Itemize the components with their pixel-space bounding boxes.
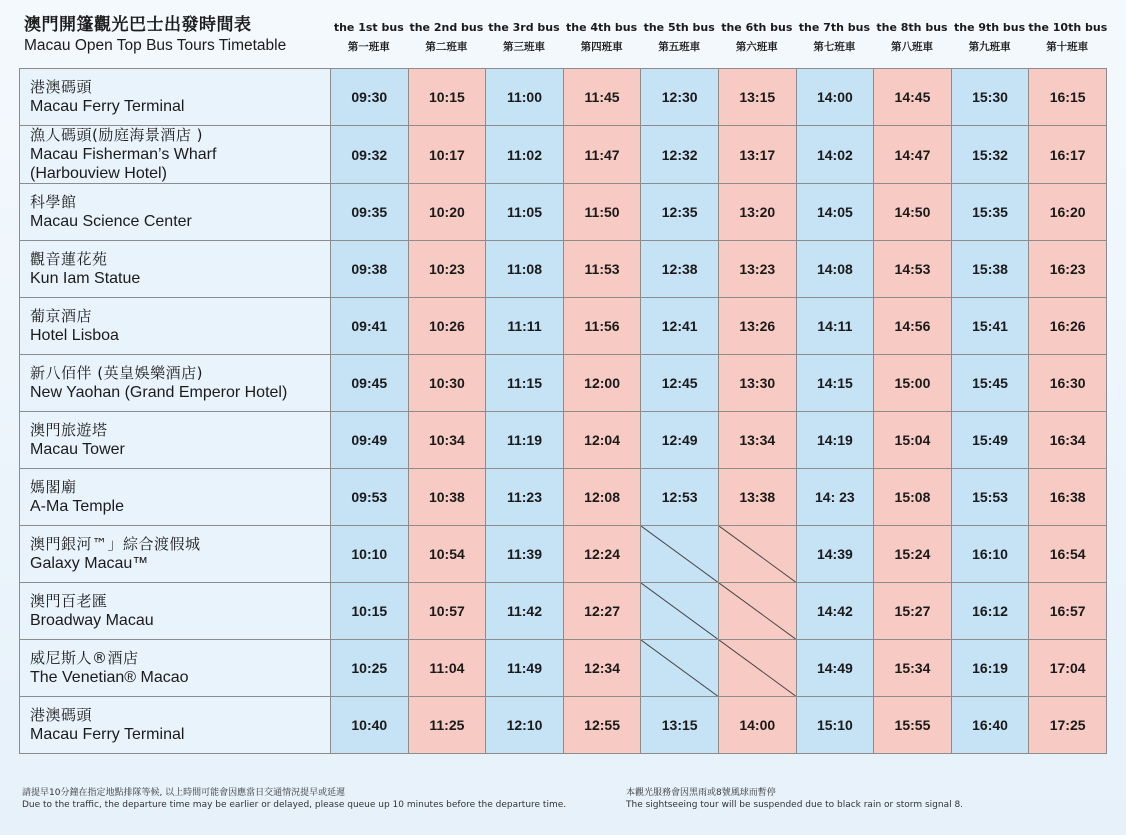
traffic-note-chinese: 請提早10分鐘在指定地點排隊等候, 以上時間可能會因應當日交通情況提早或延遲 <box>22 788 346 798</box>
departure-time-cell: 14:53 <box>874 241 952 298</box>
departure-time-cell: 15:55 <box>874 697 952 754</box>
table-row <box>20 469 1107 526</box>
timetable-grid <box>19 68 1107 754</box>
stop-name-chinese: 威尼斯人®酒店 <box>30 649 139 667</box>
departure-time-cell: 15:08 <box>874 469 952 526</box>
departure-time-cell: 14:50 <box>874 184 952 241</box>
stop-name-cell <box>20 69 331 126</box>
departure-time-cell: 16:15 <box>1029 69 1107 126</box>
departure-time-cell: 16:19 <box>951 640 1029 697</box>
stop-name-cell <box>20 241 331 298</box>
column-header-en: the 3rd bus <box>488 21 560 34</box>
departure-time-cell: 12:24 <box>563 526 641 583</box>
departure-time-cell: 13:17 <box>718 126 796 184</box>
departure-time-cell: 16:57 <box>1029 583 1107 640</box>
departure-time-cell: 12:41 <box>641 298 719 355</box>
column-header-zh: 第八班車 <box>890 41 933 53</box>
column-header-bus-3 <box>485 20 563 56</box>
table-row <box>20 69 1107 126</box>
departure-time-cell: 14:00 <box>718 697 796 754</box>
column-header-zh: 第二班車 <box>425 41 468 53</box>
stop-name-cell <box>20 184 331 241</box>
stop-name-cell <box>20 355 331 412</box>
departure-time-cell: 12:30 <box>641 69 719 126</box>
column-header-zh: 第一班車 <box>347 41 390 53</box>
departure-time-cell: 09:41 <box>331 298 409 355</box>
stop-name-chinese: 漁人碼頭(励庭海景酒店 ) <box>30 126 203 144</box>
column-header-bus-4 <box>563 20 641 56</box>
departure-time-cell: 12:08 <box>563 469 641 526</box>
departure-time-cell: 16:26 <box>1029 298 1107 355</box>
departure-time-cell: 14:11 <box>796 298 874 355</box>
column-header-en: the 1st bus <box>333 21 404 34</box>
departure-time-cell: 10:26 <box>408 298 486 355</box>
departure-time-cell: 10:38 <box>408 469 486 526</box>
stop-name-english: New Yaohan (Grand Emperor Hotel) <box>30 384 288 401</box>
column-header-bus-10 <box>1028 20 1106 56</box>
departure-time-cell: 15:04 <box>874 412 952 469</box>
stop-name-chinese: 葡京酒店 <box>30 307 93 325</box>
departure-time-cell: 15:24 <box>874 526 952 583</box>
departure-time-cell: 09:30 <box>331 69 409 126</box>
column-header-zh: 第七班車 <box>813 41 856 53</box>
column-header-en: the 7th bus <box>798 21 870 34</box>
departure-time-cell: 10:17 <box>408 126 486 184</box>
column-header-bus-2 <box>408 20 486 56</box>
stop-name-chinese: 港澳碼頭 <box>30 78 93 96</box>
stop-name-english: Broadway Macau <box>30 612 154 629</box>
diagonal-strike-icon <box>641 526 718 582</box>
departure-time-cell: 11:23 <box>486 469 564 526</box>
departure-time-cell: 14:42 <box>796 583 874 640</box>
suspension-note <box>626 787 963 811</box>
departure-time-cell: 15:34 <box>874 640 952 697</box>
departure-time-cell: 09:35 <box>331 184 409 241</box>
table-row <box>20 241 1107 298</box>
departure-time-cell: 10:15 <box>331 583 409 640</box>
departure-time-cell: 14:19 <box>796 412 874 469</box>
stop-name-english: Macau Fisherman’s Wharf (Harbouview Hotel) <box>30 146 217 182</box>
stop-name-english: The Venetian® Macao <box>30 669 189 686</box>
table-row <box>20 126 1107 184</box>
table-row <box>20 697 1107 754</box>
departure-time-cell: 15:49 <box>951 412 1029 469</box>
traffic-note <box>22 787 566 811</box>
column-header-bus-9 <box>951 20 1029 56</box>
no-service-cell <box>718 583 796 640</box>
departure-time-cell: 11:42 <box>486 583 564 640</box>
departure-time-cell: 16:30 <box>1029 355 1107 412</box>
stop-name-chinese: 港澳碼頭 <box>30 706 93 724</box>
departure-time-cell: 12:55 <box>563 697 641 754</box>
departure-time-cell: 10:54 <box>408 526 486 583</box>
departure-time-cell: 14:00 <box>796 69 874 126</box>
departure-time-cell: 14:02 <box>796 126 874 184</box>
departure-time-cell: 12:04 <box>563 412 641 469</box>
departure-time-cell: 12:49 <box>641 412 719 469</box>
stop-name-cell <box>20 526 331 583</box>
suspension-note-english: The sightseeing tour will be suspended due to black rain or storm signal 8. <box>626 800 964 810</box>
stop-name-cell <box>20 469 331 526</box>
title-english: Macau Open Top Bus Tours Timetable <box>24 37 287 54</box>
departure-time-cell: 11:45 <box>563 69 641 126</box>
departure-time-cell: 12:38 <box>641 241 719 298</box>
departure-time-cell: 10:23 <box>408 241 486 298</box>
departure-time-cell: 14:49 <box>796 640 874 697</box>
departure-time-cell: 14:15 <box>796 355 874 412</box>
column-header-en: the 10th bus <box>1028 21 1108 34</box>
departure-time-cell: 15:30 <box>951 69 1029 126</box>
departure-time-cell: 10:25 <box>331 640 409 697</box>
stop-name-chinese: 科學館 <box>30 193 77 211</box>
departure-time-cell: 11:04 <box>408 640 486 697</box>
departure-time-cell: 14:56 <box>874 298 952 355</box>
departure-time-cell: 10:10 <box>331 526 409 583</box>
column-header-en: the 6th bus <box>721 21 793 34</box>
departure-time-cell: 12:53 <box>641 469 719 526</box>
departure-time-cell: 11:53 <box>563 241 641 298</box>
departure-time-cell: 09:45 <box>331 355 409 412</box>
departure-time-cell: 13:34 <box>718 412 796 469</box>
departure-time-cell: 16:38 <box>1029 469 1107 526</box>
departure-time-cell: 11:11 <box>486 298 564 355</box>
stop-name-english: Hotel Lisboa <box>30 327 119 344</box>
column-header-bus-6 <box>718 20 796 56</box>
departure-time-cell: 16:17 <box>1029 126 1107 184</box>
table-row <box>20 298 1107 355</box>
departure-time-cell: 13:38 <box>718 469 796 526</box>
departure-time-cell: 15:41 <box>951 298 1029 355</box>
departure-time-cell: 09:53 <box>331 469 409 526</box>
departure-time-cell: 17:04 <box>1029 640 1107 697</box>
stop-name-cell <box>20 697 331 754</box>
departure-time-cell: 12:10 <box>486 697 564 754</box>
departure-time-cell: 13:26 <box>718 298 796 355</box>
departure-time-cell: 14:08 <box>796 241 874 298</box>
departure-time-cell: 10:30 <box>408 355 486 412</box>
column-header-zh: 第十班車 <box>1046 41 1089 53</box>
column-header-en: the 5th bus <box>643 21 715 34</box>
departure-time-cell: 12:27 <box>563 583 641 640</box>
departure-time-cell: 13:15 <box>641 697 719 754</box>
departure-time-cell: 10:40 <box>331 697 409 754</box>
column-header-zh: 第五班車 <box>658 41 701 53</box>
departure-time-cell: 09:38 <box>331 241 409 298</box>
suspension-note-chinese: 本觀光服務會因黑雨或8號風球而暫停 <box>626 788 776 798</box>
departure-time-cell: 11:50 <box>563 184 641 241</box>
departure-time-cell: 16:40 <box>951 697 1029 754</box>
table-row <box>20 640 1107 697</box>
departure-time-cell: 13:23 <box>718 241 796 298</box>
stop-name-chinese: 澳門百老匯 <box>30 592 108 610</box>
stop-name-cell <box>20 412 331 469</box>
departure-time-cell: 11:49 <box>486 640 564 697</box>
stop-name-english: Macau Ferry Terminal <box>30 98 185 115</box>
departure-time-cell: 12:45 <box>641 355 719 412</box>
stop-name-chinese: 澳門銀河™」綜合渡假城 <box>30 535 201 553</box>
diagonal-strike-icon <box>719 583 796 639</box>
table-row <box>20 583 1107 640</box>
stop-name-cell <box>20 298 331 355</box>
departure-time-cell: 16:34 <box>1029 412 1107 469</box>
departure-time-cell: 09:49 <box>331 412 409 469</box>
column-header-zh: 第三班車 <box>502 41 545 53</box>
column-header-en: the 8th bus <box>876 21 948 34</box>
departure-time-cell: 11:05 <box>486 184 564 241</box>
departure-time-cell: 10:20 <box>408 184 486 241</box>
diagonal-strike-icon <box>641 640 718 696</box>
departure-time-cell: 16:23 <box>1029 241 1107 298</box>
departure-time-cell: 10:57 <box>408 583 486 640</box>
departure-time-cell: 14:47 <box>874 126 952 184</box>
departure-time-cell: 17:25 <box>1029 697 1107 754</box>
column-header-bus-8 <box>873 20 951 56</box>
stop-name-chinese: 澳門旅遊塔 <box>30 421 108 439</box>
departure-time-cell: 16:12 <box>951 583 1029 640</box>
departure-time-cell: 14:45 <box>874 69 952 126</box>
stop-name-english: Galaxy Macau™ <box>30 555 149 572</box>
diagonal-strike-icon <box>719 640 796 696</box>
stop-name-english: Macau Ferry Terminal <box>30 726 185 743</box>
departure-time-cell: 11:15 <box>486 355 564 412</box>
stop-name-english: Macau Science Center <box>30 213 192 230</box>
stop-name-chinese: 觀音蓮花苑 <box>30 250 108 268</box>
departure-time-cell: 11:00 <box>486 69 564 126</box>
departure-time-cell: 14:05 <box>796 184 874 241</box>
no-service-cell <box>641 526 719 583</box>
departure-time-cell: 10:34 <box>408 412 486 469</box>
traffic-note-english: Due to the traffic, the departure time may be earlier or delayed, please queue up 10 minutes before the departure time. <box>22 800 567 810</box>
diagonal-strike-icon <box>719 526 796 582</box>
stop-name-chinese: 媽閣廟 <box>30 478 77 496</box>
no-service-cell <box>718 640 796 697</box>
departure-time-cell: 11:08 <box>486 241 564 298</box>
departure-time-cell: 11:39 <box>486 526 564 583</box>
table-row <box>20 184 1107 241</box>
table-row <box>20 412 1107 469</box>
departure-time-cell: 12:34 <box>563 640 641 697</box>
stop-name-cell <box>20 583 331 640</box>
departure-time-cell: 15:53 <box>951 469 1029 526</box>
departure-time-cell: 15:27 <box>874 583 952 640</box>
table-row <box>20 526 1107 583</box>
timetable-title <box>24 14 324 56</box>
stop-name-english: A-Ma Temple <box>30 498 124 515</box>
departure-time-cell: 11:25 <box>408 697 486 754</box>
departure-time-cell: 14: 23 <box>796 469 874 526</box>
stop-name-cell <box>20 126 331 184</box>
column-header-en: the 9th bus <box>953 21 1026 34</box>
column-header-bus-7 <box>796 20 874 56</box>
column-header-zh: 第六班車 <box>735 41 778 53</box>
stop-name-english: Kun Iam Statue <box>30 270 141 287</box>
stop-name-chinese: 新八佰伴 (英皇娛樂酒店) <box>30 364 203 382</box>
departure-time-cell: 15:38 <box>951 241 1029 298</box>
departure-time-cell: 12:32 <box>641 126 719 184</box>
column-header-en: the 4th bus <box>565 21 638 34</box>
no-service-cell <box>641 583 719 640</box>
no-service-cell <box>718 526 796 583</box>
no-service-cell <box>641 640 719 697</box>
departure-time-cell: 13:30 <box>718 355 796 412</box>
column-header-bus-5 <box>640 20 718 56</box>
departure-time-cell: 14:39 <box>796 526 874 583</box>
column-header-zh: 第四班車 <box>580 41 623 53</box>
stop-name-cell <box>20 640 331 697</box>
departure-time-cell: 11:02 <box>486 126 564 184</box>
departure-time-cell: 11:19 <box>486 412 564 469</box>
column-header-bus-1 <box>330 20 408 56</box>
departure-time-cell: 15:35 <box>951 184 1029 241</box>
column-header-zh: 第九班車 <box>968 41 1011 53</box>
departure-time-cell: 16:54 <box>1029 526 1107 583</box>
departure-time-cell: 16:20 <box>1029 184 1107 241</box>
stop-name-english: Macau Tower <box>30 441 125 458</box>
departure-time-cell: 16:10 <box>951 526 1029 583</box>
departure-time-cell: 13:20 <box>718 184 796 241</box>
departure-time-cell: 10:15 <box>408 69 486 126</box>
departure-time-cell: 15:32 <box>951 126 1029 184</box>
departure-time-cell: 11:56 <box>563 298 641 355</box>
departure-time-cell: 12:35 <box>641 184 719 241</box>
diagonal-strike-icon <box>641 583 718 639</box>
departure-time-cell: 11:47 <box>563 126 641 184</box>
column-header-en: the 2nd bus <box>409 21 484 34</box>
departure-time-cell: 13:15 <box>718 69 796 126</box>
table-row <box>20 355 1107 412</box>
departure-time-cell: 09:32 <box>331 126 409 184</box>
departure-time-cell: 12:00 <box>563 355 641 412</box>
departure-time-cell: 15:10 <box>796 697 874 754</box>
departure-time-cell: 15:45 <box>951 355 1029 412</box>
title-chinese: 澳門開篷觀光巴士出發時間表 <box>24 15 252 35</box>
departure-time-cell: 15:00 <box>874 355 952 412</box>
